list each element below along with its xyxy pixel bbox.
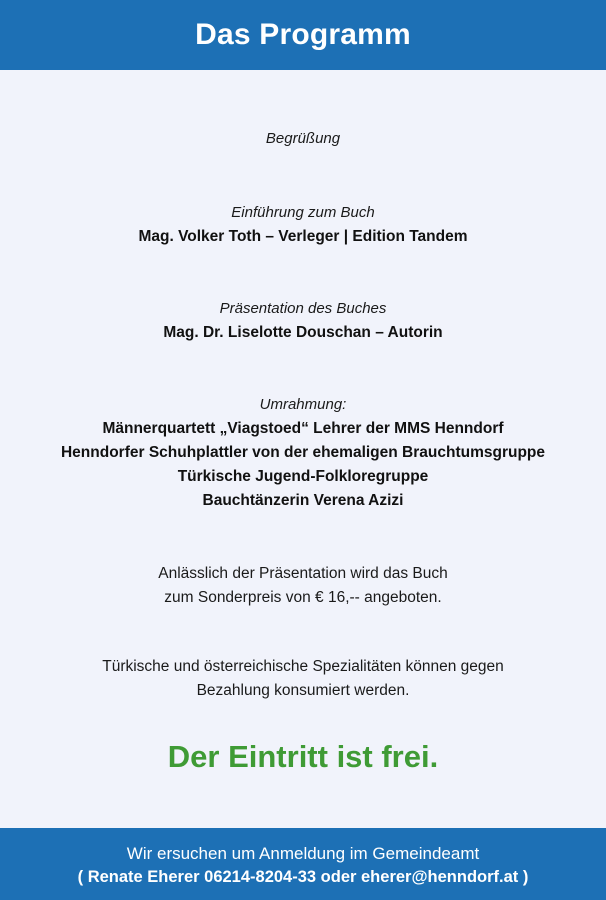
- food-line-2: Bezahlung konsumiert werden.: [196, 682, 410, 699]
- registration-contact: ( Renate Eherer 06214-8204-33 oder eherer@henndorf.at ): [77, 868, 529, 886]
- footer-banner: [0, 828, 606, 900]
- page-title: Das Programm: [195, 18, 411, 51]
- greeting-label: Begrüßung: [265, 130, 341, 147]
- food-line-1: Türkische und österreichische Spezialitäten können gegen: [102, 658, 504, 675]
- intro-speaker: Mag. Volker Toth – Verleger | Edition Tandem: [138, 228, 468, 245]
- registration-request: Wir ersuchen um Anmeldung im Gemeindeamt: [126, 844, 480, 863]
- framing-label: Umrahmung:: [259, 396, 347, 413]
- framing-item: Henndorfer Schuhplattler von der ehemaligen Brauchtumsgruppe: [60, 444, 546, 461]
- framing-item: Türkische Jugend-Folkloregruppe: [177, 468, 429, 485]
- book-offer-line-1: Anlässlich der Präsentation wird das Buch: [158, 565, 448, 582]
- framing-item: Männerquartett „Viagstoed“ Lehrer der MMS Henndorf: [102, 420, 504, 437]
- free-entry-text: Der Eintritt ist frei.: [167, 739, 439, 774]
- book-offer-line-2: zum Sonderpreis von € 16,-- angeboten.: [164, 589, 442, 606]
- intro-label: Einführung zum Buch: [231, 204, 375, 221]
- program-content: [0, 70, 606, 828]
- presentation-label: Präsentation des Buches: [219, 300, 387, 317]
- presentation-speaker: Mag. Dr. Liselotte Douschan – Autorin: [163, 324, 443, 341]
- framing-item: Bauchtänzerin Verena Azizi: [202, 492, 404, 509]
- header-banner: [0, 0, 606, 70]
